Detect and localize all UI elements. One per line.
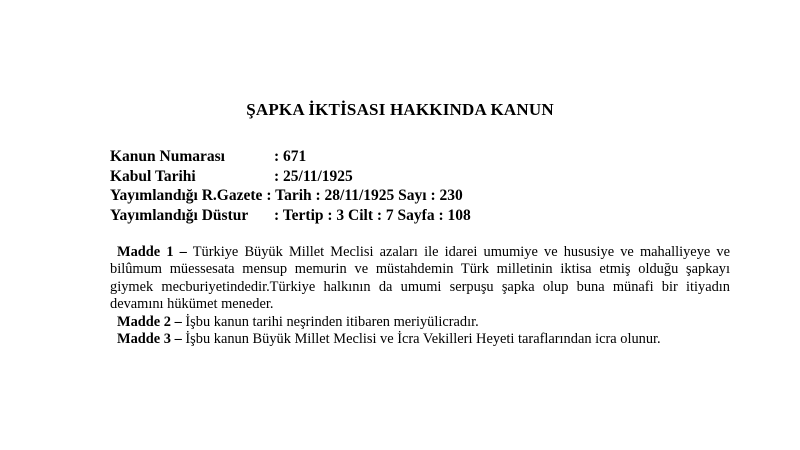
- article-3-text: İşbu kanun Büyük Millet Meclisi ve İcra Vekilleri Heyeti taraflarından icra olunur.: [185, 331, 661, 348]
- meta-value-kanun-numarasi: : 671: [274, 148, 307, 165]
- article-1: [110, 244, 730, 314]
- meta-row-dustur: [110, 206, 471, 226]
- meta-label-kanun-numarasi: Kanun Numarası: [110, 148, 225, 165]
- meta-label-kabul-tarihi: Kabul Tarihi: [110, 167, 196, 185]
- meta-row-kanun-numarasi: [110, 147, 471, 167]
- article-2: [110, 314, 730, 331]
- meta-row-kabul-tarihi: [110, 167, 471, 187]
- article-2-text: İşbu kanun tarihi neşrinden itibaren meriyülicradır.: [185, 313, 479, 330]
- law-articles: [110, 244, 730, 348]
- meta-label-resmi-gazete: Yayımlandığı R.Gazete: [110, 187, 263, 204]
- article-1-text: Türkiye Büyük Millet Meclisi azaları ile idarei umumiye ve hususiye ve mahalliyeye ve bilûmum müessesata mensup memurin ve müstahdemin Türk milletinin iktisa etmiş olduğu şapkayı giymek mecburiyetindedir.Türkiye halkının da umumi serpuşu şapka olup buna münafi bir itiyadın devamını hükümet meneder.: [110, 244, 730, 313]
- article-3: [110, 331, 730, 348]
- meta-label-dustur: Yayımlandığı Düstur: [110, 206, 249, 224]
- article-1-label: Madde 1 –: [117, 244, 187, 260]
- meta-row-resmi-gazete: [110, 186, 471, 206]
- law-metadata: [110, 147, 471, 225]
- document-title: ŞAPKA İKTİSASI HAKKINDA KANUN: [246, 100, 554, 119]
- meta-value-resmi-gazete: : Tarih : 28/11/1925 Sayı : 230: [266, 187, 463, 204]
- meta-value-dustur: : Tertip : 3 Cilt : 7 Sayfa : 108: [274, 206, 471, 224]
- meta-value-kabul-tarihi: : 25/11/1925: [274, 167, 353, 185]
- article-2-label: Madde 2 –: [117, 313, 182, 330]
- article-3-label: Madde 3 –: [117, 331, 182, 348]
